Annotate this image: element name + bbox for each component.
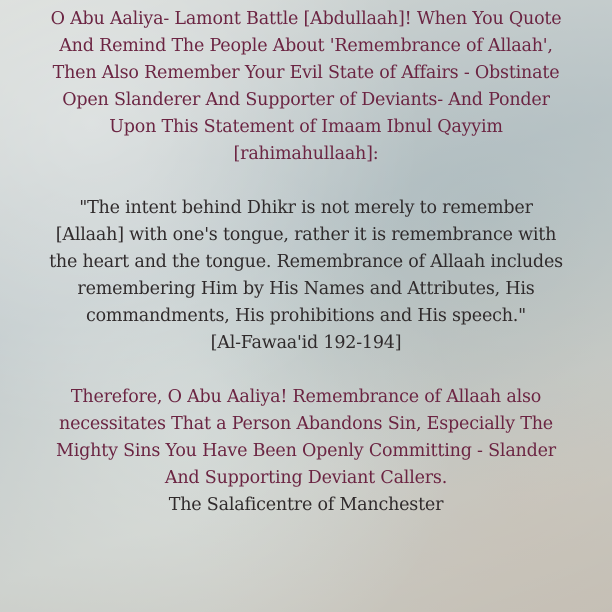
heading-line: O Abu Aaliya- Lamont Battle [Abdullaah]! When You Quote [50, 9, 562, 29]
quote-line: commandments, His prohibitions and His speech." [86, 306, 526, 326]
closing-paragraph [8, 384, 604, 519]
quote-line: remembering Him by His Names and Attributes, His [77, 279, 535, 299]
quote-line: "The intent behind Dhikr is not merely to remember [79, 198, 533, 218]
heading-line: And Remind The People About 'Remembrance of Allaah', [59, 36, 553, 56]
closing-line: And Supporting Deviant Callers. [164, 468, 448, 488]
heading-line: Then Also Remember Your Evil State of Affairs - Obstinate [52, 63, 560, 83]
closing-line: necessitates That a Person Abandons Sin, Especially The [59, 414, 553, 434]
quote-line: the heart and the tongue. Remembrance of Allaah includes [49, 252, 563, 272]
heading-line: Open Slanderer And Supporter of Deviants- And Ponder [62, 90, 550, 110]
quote-citation: [Al-Fawaa'id 192-194] [210, 333, 402, 353]
quote-paragraph [8, 195, 604, 357]
closing-line: Therefore, O Abu Aaliya! Remembrance of Allaah also [70, 387, 542, 407]
signature: The Salaficentre of Manchester [168, 495, 444, 515]
heading-paragraph [8, 6, 604, 168]
heading-line: [rahimahullaah]: [233, 144, 379, 164]
heading-line: Upon This Statement of Imaam Ibnul Qayyim [109, 117, 503, 137]
closing-line: Mighty Sins You Have Been Openly Committing - Slander [56, 441, 556, 461]
quote-line: [Allaah] with one's tongue, rather it is remembrance with [55, 225, 557, 245]
